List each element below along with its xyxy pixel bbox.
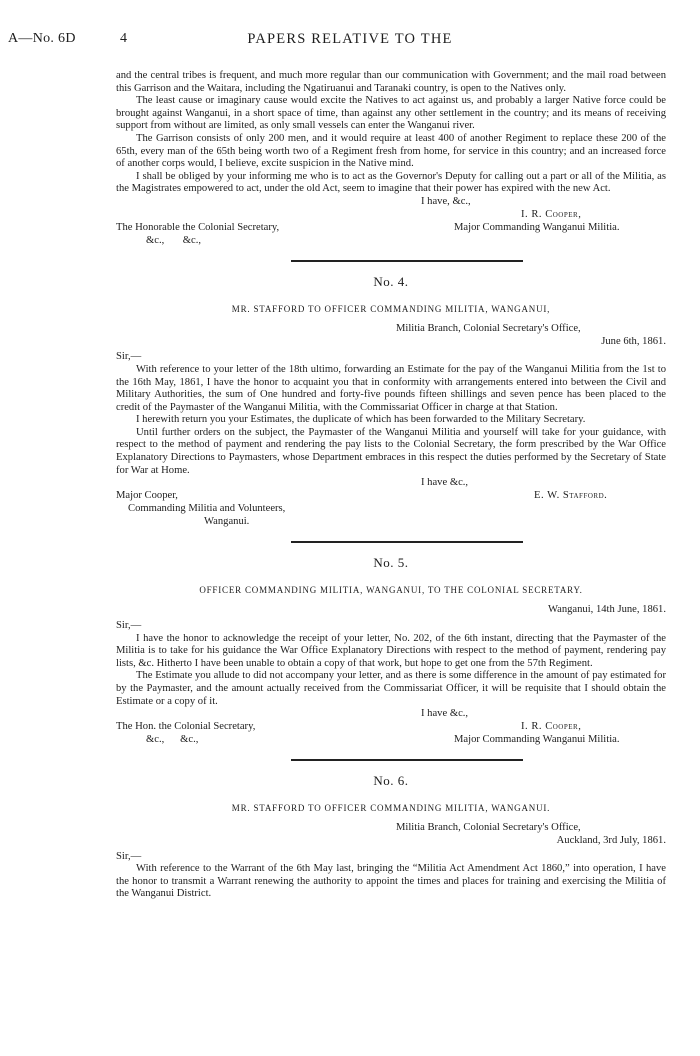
letter-date: June 6th, 1861. [601,335,666,347]
signature-line [116,708,666,721]
letter-number: No. 6. [373,773,409,789]
paragraph: and the central tribes is frequent, and much more regular than our communication with Government; and the mail road between this Garrison and the Waitara, including the Ngatiruanui and Taranaki country, is open to the Natives only. [116,70,666,94]
signer-name: I. R. Cooper, [521,208,582,220]
letter-3-continuation [116,70,666,248]
signature-line [116,209,666,222]
salutation: Sir,— [116,850,142,862]
salutation: Sir,— [116,620,142,632]
letter-6 [116,775,666,901]
closing: I have &c., [421,708,469,720]
recipient-line: Wanganui. [204,516,250,528]
signature-line [116,734,666,747]
paragraph: I herewith return you your Estimates, the duplicate of which has been forwarded to the Military Secretary. [136,414,586,426]
document-body [116,70,666,901]
section-divider [291,260,523,262]
letter-4 [116,273,666,529]
section-divider [291,541,523,543]
signature-line [116,222,666,235]
paragraph: With reference to your letter of the 18th ultimo, forwarding an Estimate for the pay of the Wanganui Militia from the 1st to the 16th May, 1861, I have the honor to acquaint you that in conformity with arrangements entered into between the Civil and Military Authorities, the sum of One hundred and forty-five pounds fifteen shillings and seven pence has been placed to the credit of the Paymaster of the Wanganui Militia, with the Commissariat Officer in charge at that Station. [116,363,666,413]
letter-route: MR. STAFFORD TO OFFICER COMMANDING MILITIA, WANGANUI. [231,802,551,813]
paragraph: With reference to the Warrant of the 6th May last, bringing the “Militia Act Amendment Act 1860,” into operation, I have the honor to transmit a Warrant renewing the authority to appoint the times and places for training and exercising the Militia of the Wanganui District. [116,863,666,900]
letter-5 [116,557,666,747]
letter-route: MR. STAFFORD TO OFFICER COMMANDING MILITIA, WANGANUI, [231,303,551,314]
letter-date: Auckland, 3rd July, 1861. [556,834,666,846]
running-title: PAPERS RELATIVE TO THE [247,31,453,47]
closing: I have, &c., [421,195,471,207]
signature-line [116,490,666,503]
recipient-etc: &c., &c., [146,734,199,746]
recipient: The Hon. the Colonial Secretary, [116,721,256,733]
paragraph: Until further orders on the subject, the Paymaster of the Wanganui Militia and yourself will take for your guidance, with respect to the method of payment and rendering the pay lists to the Colonial Secretary, the form prescribed by the War Office Explanatory Directions to Paymasters, whose Department embraces in this respect the duties performed by the Secretary of State for War at Home. [116,426,666,476]
sender-address: Militia Branch, Colonial Secretary's Office, [396,323,581,335]
signature-line [116,721,666,734]
recipient: Major Cooper, [116,490,178,502]
document-reference: A—No. 6D [8,31,76,46]
sender-address: Militia Branch, Colonial Secretary's Office, [396,822,581,834]
salutation: Sir,— [116,351,142,363]
closing: I have &c., [421,477,469,489]
signature-line [116,516,666,529]
letter-number: No. 4. [373,273,409,289]
page-number: 4 [120,31,127,46]
recipient: The Honorable the Colonial Secretary, [116,221,280,233]
letter-number: No. 5. [373,555,409,571]
signer-title: Major Commanding Wanganui Militia. [454,221,620,233]
section-divider [291,759,523,761]
paragraph: The least cause or imaginary cause would excite the Natives to act against us, and probably a larger Native force could be brought against Wanganui, in a short space of time, than against any other settlement in the country; and its means of receiving support from without are limited, as only small vessels can enter the Wanganui river. [116,95,666,132]
signer-title: Major Commanding Wanganui Militia. [454,734,620,746]
signature-line [116,503,666,516]
recipient-etc: &c., &c., [146,234,202,246]
letter-date: Wanganui, 14th June, 1861. [547,604,666,616]
signature-line [116,196,666,209]
paragraph: The Estimate you allude to did not accompany your letter, and as there is some difference in the amount of pay estimated for by the Paymaster, and the amount actually received from the Commissariat Officer, it will be requisite that I should obtain the Estimate or a copy of it. [116,670,666,707]
signer-name: I. R. Cooper, [521,721,582,733]
signature-line [116,477,666,490]
paragraph: I shall be obliged by your informing me who is to act as the Governor's Deputy for calling out a part or all of the Militia, as the Magistrates empowered to act, under the old Act, seem to imagine that their power has expired with the new Act. [116,170,666,195]
paragraph: The Garrison consists of only 200 men, and it would require at least 400 of another Regiment to replace these 200 of the 65th, every man of the 65th being worth two of a Regiment fresh from home, for service in this country; and an increased force of another corps would, I believe, excite suspicion in the Native mind. [116,132,666,170]
signature-line [116,235,666,248]
recipient-line: Commanding Militia and Volunteers, [128,503,286,515]
paragraph: I have the honor to acknowledge the receipt of your letter, No. 202, of the 6th instant, directing that the Paymaster of the Militia is to take for his guidance the War Office Explanatory Directions with respect to the method of payment, rendering pay lists, &c. Hitherto I have been unable to obtain a copy of that work, but hope to get one from the 57th Regiment. [116,632,666,669]
signer-name: E. W. Stafford. [534,490,608,502]
page-header [0,33,700,53]
letter-route: OFFICER COMMANDING MILITIA, WANGANUI, TO THE COLONIAL SECRETARY. [199,584,583,595]
